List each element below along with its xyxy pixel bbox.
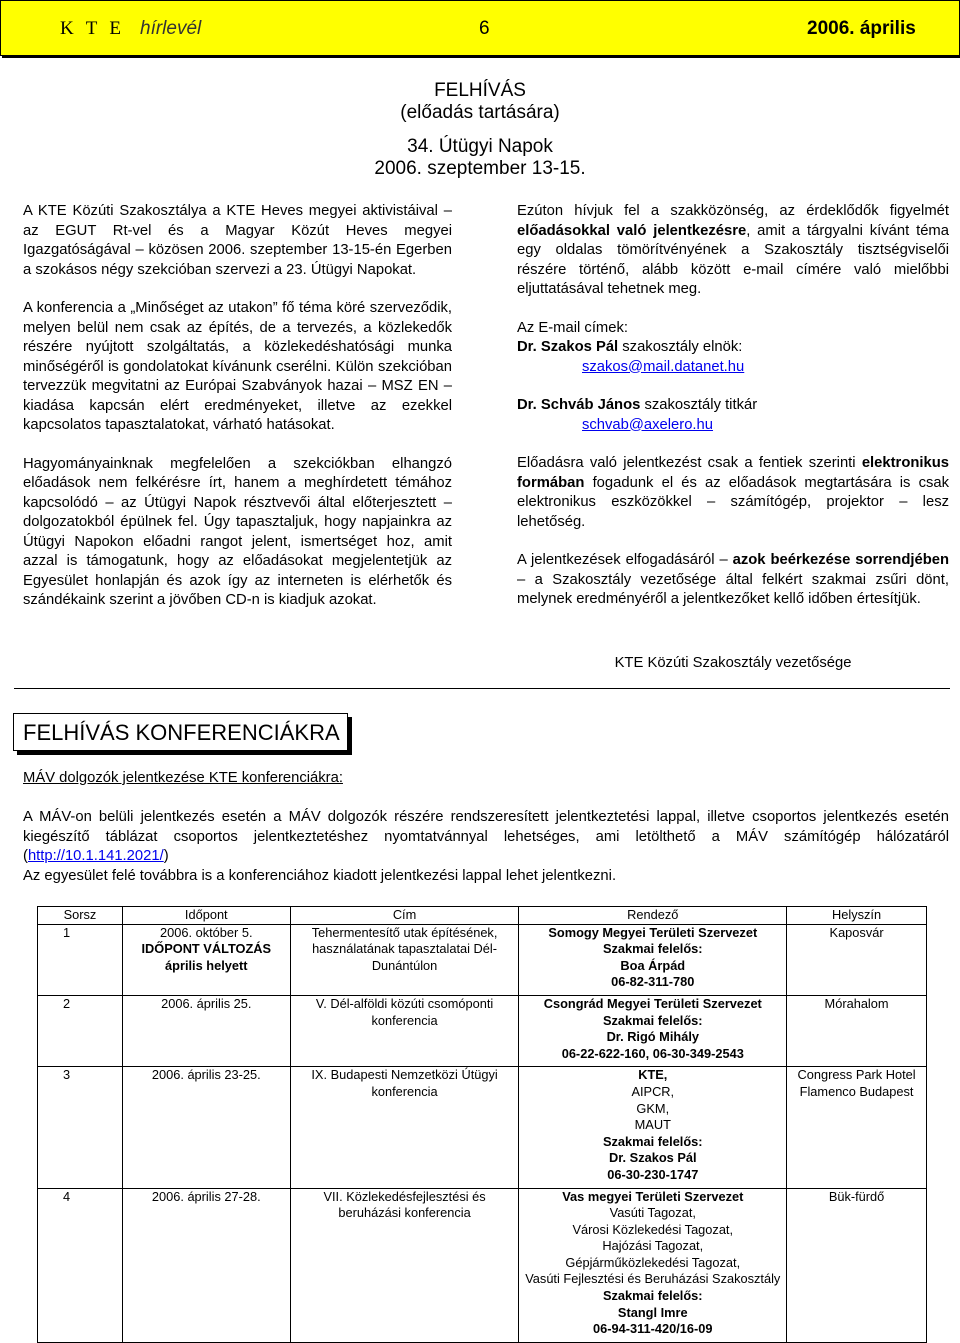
cell-organizer — [519, 995, 787, 1066]
conference-table — [37, 906, 927, 1343]
table-row — [38, 995, 927, 1066]
org-line: 06-94-311-420/16-09 — [593, 1321, 713, 1337]
contact-role: szakosztály elnök: — [618, 339, 743, 355]
col-header-date: Időpont — [122, 907, 290, 925]
left-paragraph-1: A KTE Közúti Szakosztálya a KTE Heves megyei aktivistáival – az EGUT Rt-vel és a Magyar Közút Heves megyei Igazgatóságával – közösen 2006. szeptember 13-15-én Egerben a szokásos négy szekcióban szervezi a 23. Útügyi Napokat. — [23, 203, 452, 278]
emphasis-span: előadásokkal való jelentkezésre — [517, 222, 747, 239]
cell-number: 3 — [38, 1067, 123, 1188]
cell-title: VII. Közlekedésfejlesztési és beruházási konferencia — [290, 1188, 519, 1342]
section-subheading: MÁV dolgozók jelentkezése KTE konferenciákra: — [23, 770, 343, 786]
right-column — [517, 202, 949, 610]
org-line: Városi Közlekedési Tagozat, — [572, 1221, 734, 1237]
org-line: Dr. Szakos Pál — [609, 1150, 697, 1166]
org-line: Csongrád Megyei Területi Szervezet — [543, 995, 762, 1011]
org-line: Gépjárműközlekedési Tagozat, — [565, 1254, 741, 1270]
contact-role: szakosztály titkár — [640, 397, 758, 413]
org-line: Vas megyei Területi Szervezet — [562, 1188, 744, 1204]
section-paragraph-2: Az egyesület felé továbbra is a konferenciához kiadott jelentkezési lappal lehet jelentkezni. — [23, 867, 617, 884]
org-line: 06-22-622-160, 06-30-349-2543 — [561, 1045, 744, 1061]
col-header-location: Helyszín — [787, 907, 927, 925]
cell-number: 4 — [38, 1188, 123, 1342]
org-line: Vasúti Fejlesztési és Beruházási Szakosztály — [525, 1271, 781, 1287]
org-line: Szakmai felelős: — [602, 941, 703, 957]
col-header-number: Sorsz — [38, 907, 123, 925]
org-line: Szakmai felelős: — [602, 1012, 703, 1028]
table-header-row — [38, 907, 927, 925]
org-line: MAUT — [634, 1117, 671, 1133]
org-line: KTE, — [638, 1067, 668, 1083]
left-paragraph-3: Hagyományainknak megfelelően a szekciókban elhangzó előadások nem felkérésre írt, hanem a meghírdetett témához kapcsolódó – az Útügyi Napok résztvevői által előterjesztett – dolgozatokból épülnek fel. Úgy tapasztaljuk, hogy napjainkra az Útügyi Napokon előadni rangot jelent, ismertséget hoz, amit azzal is támogatunk, hogy az előadásokat megjelentetjük az Egyesület honlapján és azok így az interneten is elérhetők és szándékaink szerint a jövőben CD-n is kiadjuk azokat. — [23, 455, 452, 608]
text-span: ) — [163, 848, 169, 864]
cell-organizer — [519, 1067, 787, 1188]
header-kte: KTE — [60, 18, 133, 39]
text-span: , amit a tárgyalni kívánt téma egy oldalas tömörítvényének a Szakosztály tisztségviselői részére történő, alább között e-mail címére való mielőbbi eljuttatásával tehetnek meg. — [517, 222, 949, 297]
section-divider — [14, 688, 950, 689]
org-line: GKM, — [636, 1100, 670, 1116]
signature: KTE Közúti Szakosztály vezetősége — [614, 655, 852, 671]
text-span: A MÁV-on belüli jelentkezés esetén a MÁV dolgozók részére rendszeresített jelentkeztetési lappal, illetve csoportos jelentkezés esetén kiegészítő táblázat csoportos jelentkeztetéshez nyomtatvánnyal lehetséges, ami letölthető a MÁV számítógép hálózatáról ( — [23, 809, 949, 864]
org-line: Vasúti Tagozat, — [609, 1205, 696, 1221]
right-paragraph-4 — [517, 551, 949, 610]
section-banner: FELHÍVÁS KONFERENCIÁKRA — [13, 713, 348, 751]
cell-title: IX. Budapesti Nemzetközi Útügyi konferencia — [290, 1067, 519, 1188]
cell-location: Bük-fürdő — [787, 1188, 927, 1342]
table-row — [38, 1067, 927, 1188]
contact-2-email-link[interactable]: schvab@axelero.hu — [582, 416, 714, 433]
left-paragraph-2: A konferencia a „Minőséget az utakon” fő téma köré szerveződik, melyen belül nem csak az építés, de a tervezés, a közlekedők részére nyújtott szolgáltatás, a közlekedéshatósági munka minőségéről is gondolatokat kívánunk cserélni. Külön szekcióban tervezzük megvitatni az Európai Szabványok hazai – MSZ EN – kiadása kapcsán elért eredményeket, illetve az ezekkel kapcsolatos tapasztalatokat, várható hatásokat. — [23, 300, 452, 433]
emphasis-span: elektronikus formában — [517, 455, 949, 491]
table-row — [38, 1188, 927, 1342]
contact-2-email-line — [517, 416, 949, 436]
right-paragraph-3 — [517, 454, 949, 532]
left-column — [23, 202, 452, 611]
contact-1-email-line — [517, 358, 949, 378]
org-line: Stangl Imre — [617, 1304, 688, 1320]
contact-name: Dr. Schváb János — [517, 397, 641, 413]
cell-organizer — [519, 1188, 787, 1342]
newsletter-header — [0, 0, 960, 56]
emphasis-span: azok beérkezése sorrendjében — [732, 552, 949, 568]
contact-2 — [517, 396, 949, 416]
section-text — [23, 808, 949, 886]
cell-location: Kaposvár — [787, 924, 927, 995]
org-line: 06-82-311-780 — [611, 974, 695, 990]
org-line: Boa Árpád — [620, 957, 686, 973]
header-newsletter-title: hírlevél — [140, 18, 202, 39]
text-span: fogadunk el és az előadások megtartására is csak elektronikus eszközökkel – számítógép, projektor – lesz lehetőség. — [517, 474, 949, 530]
cell-date: 2006. április 27-28. — [122, 1188, 290, 1342]
contact-name: Dr. Szakos Pál — [517, 339, 619, 355]
section-paragraph-1 — [23, 808, 949, 867]
cell-date: 2006. április 23-25. — [122, 1067, 290, 1188]
hero-title: FELHÍVÁS — [434, 80, 526, 101]
hero-event-date: 2006. szeptember 13-15. — [374, 158, 586, 179]
text-span: Előadásra való jelentkezést csak a fentiek szerinti — [517, 455, 862, 471]
table-row — [38, 924, 927, 995]
cell-title: V. Dél-alföldi közúti csomóponti konferencia — [290, 995, 519, 1066]
col-header-organizer: Rendező — [519, 907, 787, 925]
date-change-note: április helyett — [165, 957, 248, 973]
header-date: 2006. április — [807, 18, 916, 39]
contact-1-email-link[interactable]: szakos@mail.datanet.hu — [582, 358, 745, 375]
cell-date — [122, 924, 290, 995]
cell-location: Mórahalom — [787, 995, 927, 1066]
org-line: Dr. Rigó Mihály — [606, 1029, 699, 1045]
text-span: Ezúton hívjuk fel a szakközönség, az érdeklődők figyelmét — [517, 203, 949, 219]
text-span: A jelentkezések elfogadásáról – — [517, 552, 733, 568]
org-line: AIPCR, — [631, 1083, 675, 1099]
cell-location: Congress Park Hotel Flamenco Budapest — [787, 1067, 927, 1188]
hero-event-name: 34. Útügyi Napok — [407, 136, 553, 157]
date-text: 2006. október 5. — [160, 924, 253, 940]
cell-number: 1 — [38, 924, 123, 995]
cell-organizer — [519, 924, 787, 995]
date-change-note: IDŐPONT VÁLTOZÁS — [141, 941, 272, 957]
text-span: – a Szakosztály vezetősége által felkért szakmai zsűri dönt, melynek eredményéről a jelentkezőket kellő időben értesítjük. — [517, 571, 949, 607]
hero-subtitle: (előadás tartására) — [400, 102, 560, 123]
org-line: Somogy Megyei Területi Szervezet — [548, 924, 758, 940]
col-header-title: Cím — [290, 907, 519, 925]
cell-title: Tehermentesítő utak építésének, használatának tapasztalatai Dél-Dunántúlon — [290, 924, 519, 995]
org-line: Szakmai felelős: — [602, 1133, 703, 1149]
right-paragraph-1 — [517, 202, 949, 300]
org-line: 06-30-230-1747 — [607, 1166, 699, 1182]
header-page-number: 6 — [479, 18, 490, 39]
mav-network-link[interactable]: http://10.1.141.2021/ — [27, 848, 164, 864]
cell-date: 2006. április 25. — [122, 995, 290, 1066]
contact-1 — [517, 338, 949, 358]
org-line: Hajózási Tagozat, — [602, 1238, 704, 1254]
cell-number: 2 — [38, 995, 123, 1066]
email-heading: Az E-mail címek: — [517, 319, 628, 336]
org-line: Szakmai felelős: — [602, 1288, 703, 1304]
